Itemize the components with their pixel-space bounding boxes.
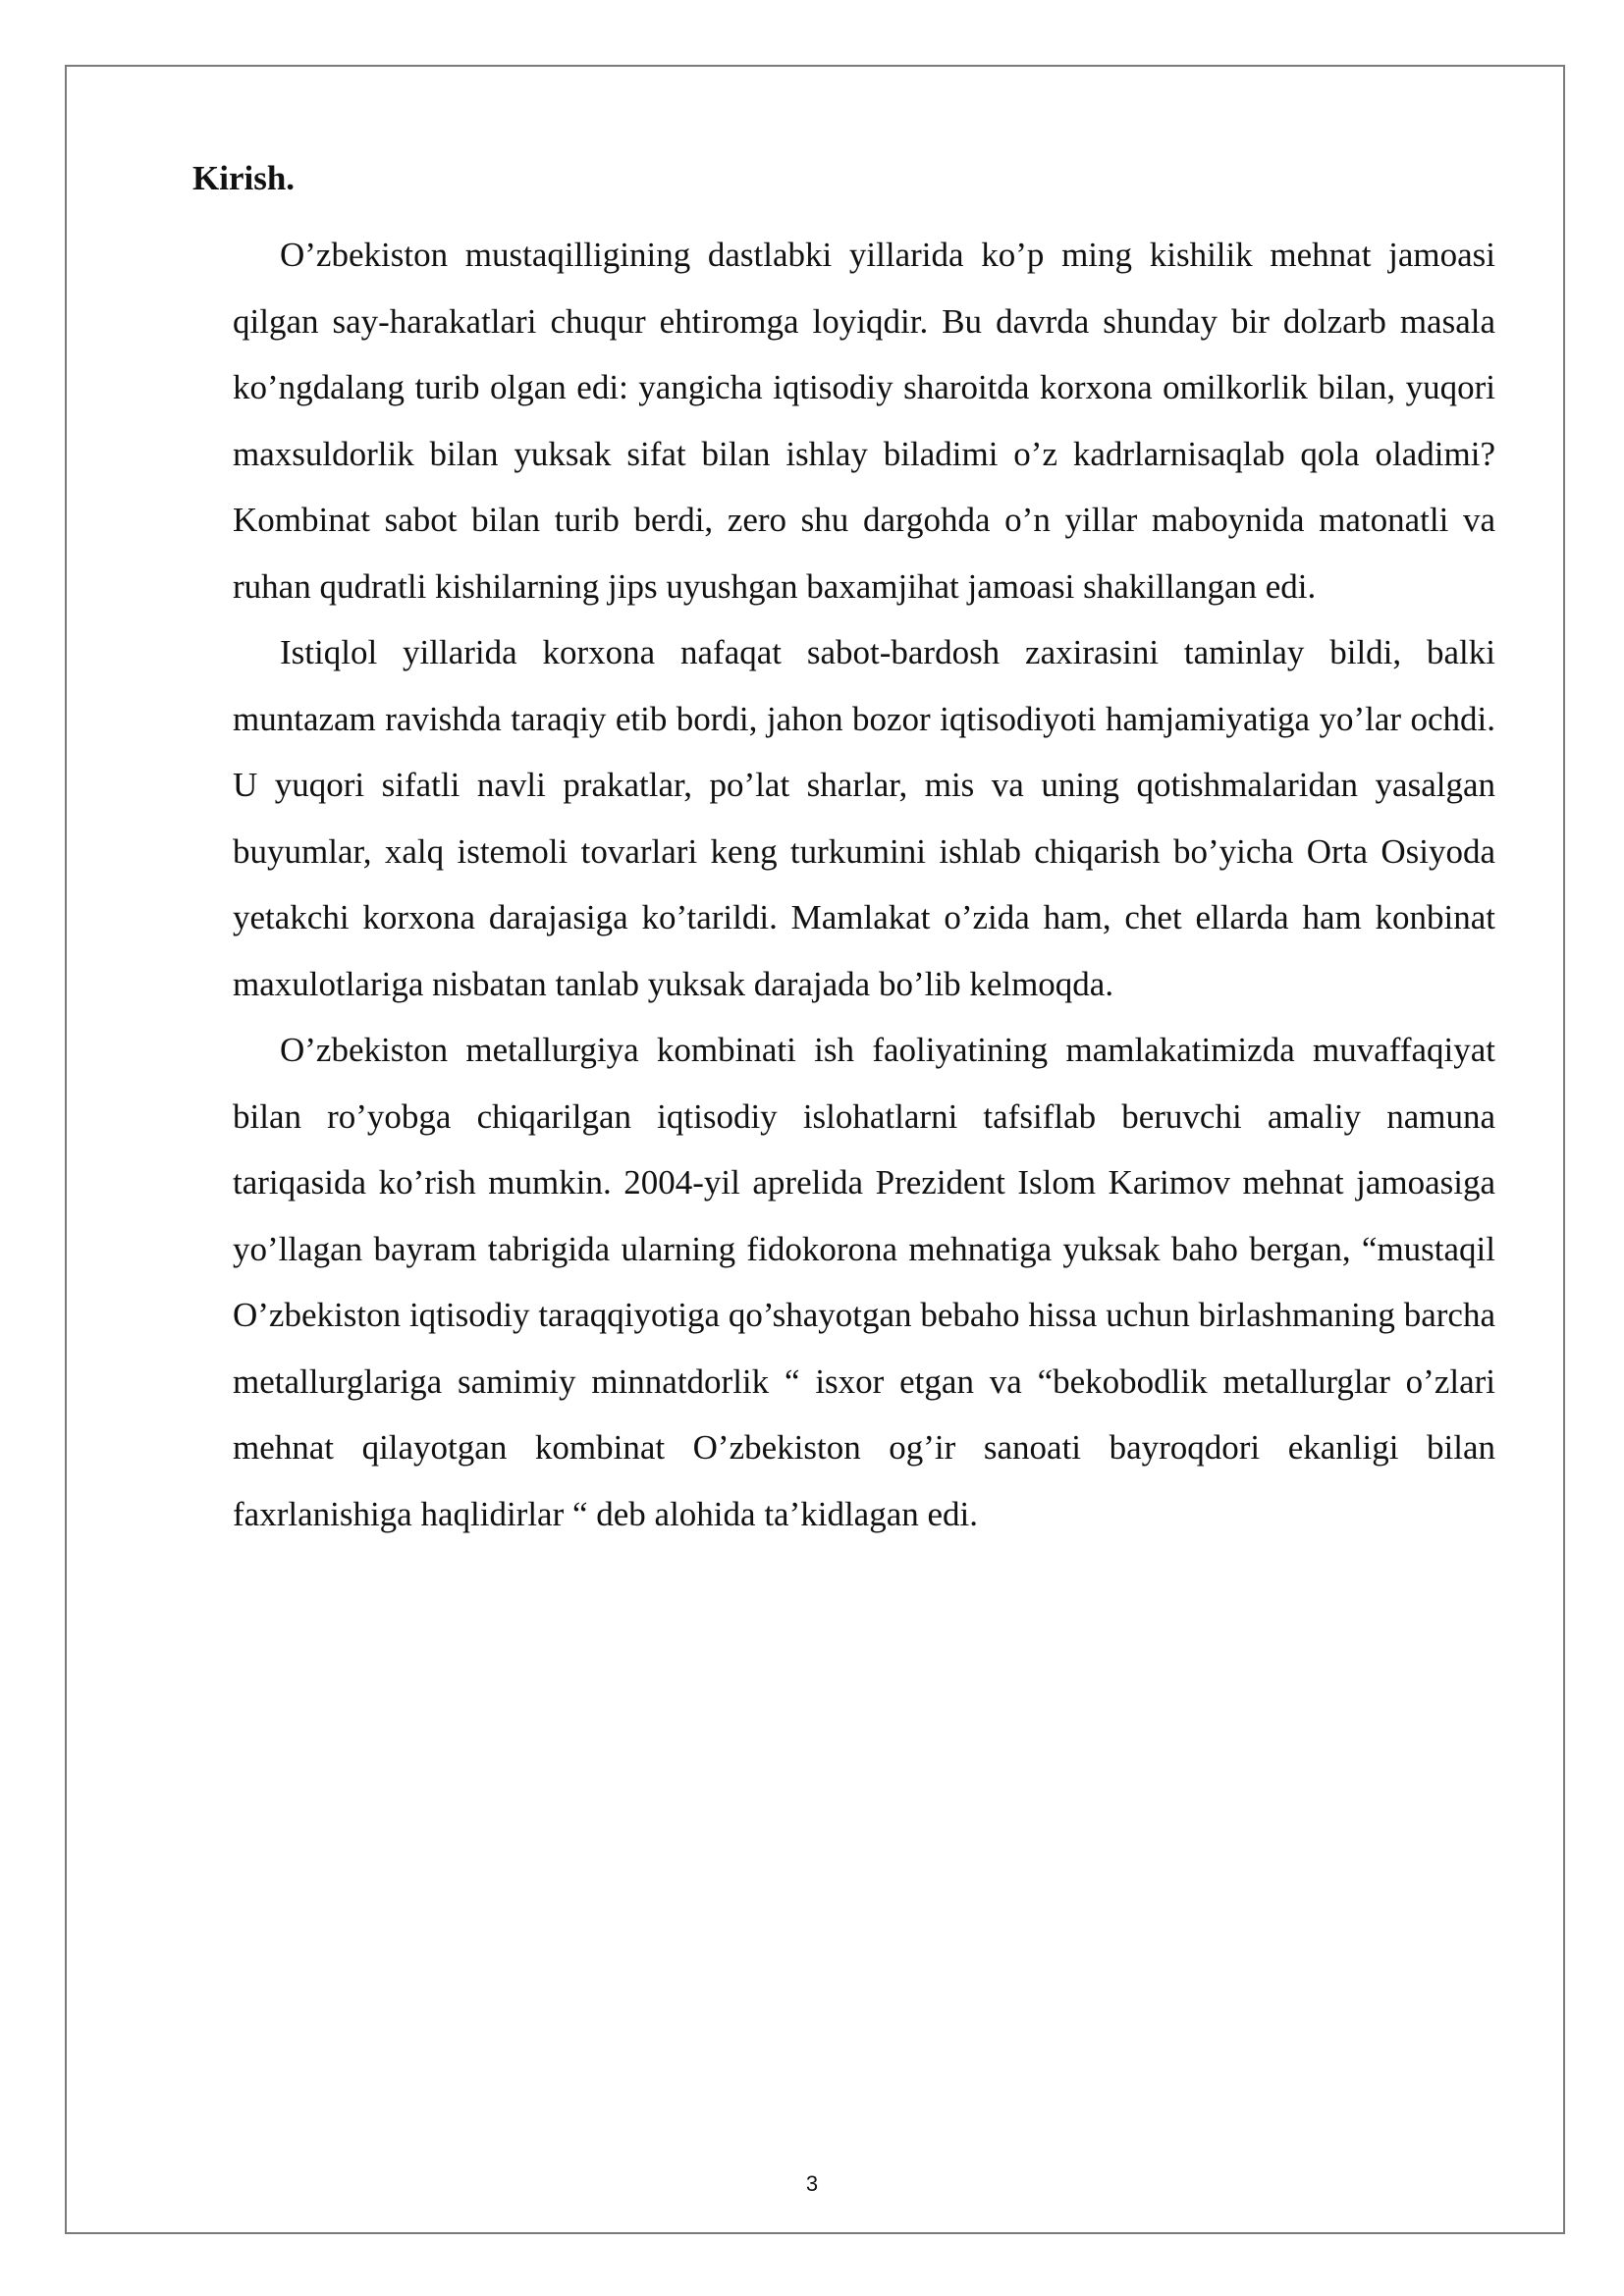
paragraph: O’zbekiston metallurgiya kombinati ish faoliyatining mamlakatimizda muvaffaqiyat bilan ro’yobga chiqarilgan iqtisodiy islohatlarni tafsiflab beruvchi amaliy namuna tariqasida ko’rish mumkin. 2004-yil aprelida Prezident Islom Karimov mehnat jamoasiga yo’llagan bayram tabrigida ularning fidokorona mehnatiga yuksak baho bergan, “mustaqil O’zbekiston iqtisodiy taraqqiyotiga qo’shayotgan bebaho hissa uchun birlashmaning barcha metallurglariga samimiy minnatdorlik “ isxor etgan va “bekobodlik metallurglar o’zlari mehnat qilayotgan kombinat O’zbekiston og’ir sanoati bayroqdori ekanligi bilan faxrlanishiga haqlidirlar “ deb alohida ta’kidlagan edi. (233, 1031, 1495, 1533)
paragraph: O’zbekiston mustaqilligining dastlabki yillarida ko’p ming kishilik mehnat jamoasi qilgan say-harakatlari chuqur ehtiromga loyiqdir. Bu davrda shunday bir dolzarb masala ko’ngdalang turib olgan edi: yangicha iqtisodiy sharoitda korxona omilkorlik bilan, yuqori maxsuldorlik bilan yuksak sifat bilan ishlay biladimi o’z kadrlarnisaqlab qola oladimi? Kombinat sabot bilan turib berdi, zero shu dargohda o’n yillar maboynida matonatli va ruhan qudratli kishilarning jips uyushgan baxamjihat jamoasi shakillangan edi. (233, 236, 1495, 606)
body-text (233, 222, 1495, 1547)
page-number: 3 (805, 2171, 819, 2196)
paragraph: Istiqlol yillarida korxona nafaqat sabot-bardosh zaxirasini taminlay bildi, balki muntazam ravishda taraqiy etib bordi, jahon bozor iqtisodiyoti hamjamiyatiga yo’lar ochdi. U yuqori sifatli navli prakatlar, po’lat sharlar, mis va uning qotishmalaridan yasalgan buyumlar, xalq istemoli tovarlari keng turkumini ishlab chiqarish bo’yicha Orta Osiyoda yetakchi korxona darajasiga ko’tarildi. Mamlakat o’zida ham, chet ellarda ham konbinat maxulotlariga nisbatan tanlab yuksak darajada bo’lib kelmoqda. (233, 633, 1495, 1003)
section-heading: Kirish. (192, 159, 296, 197)
